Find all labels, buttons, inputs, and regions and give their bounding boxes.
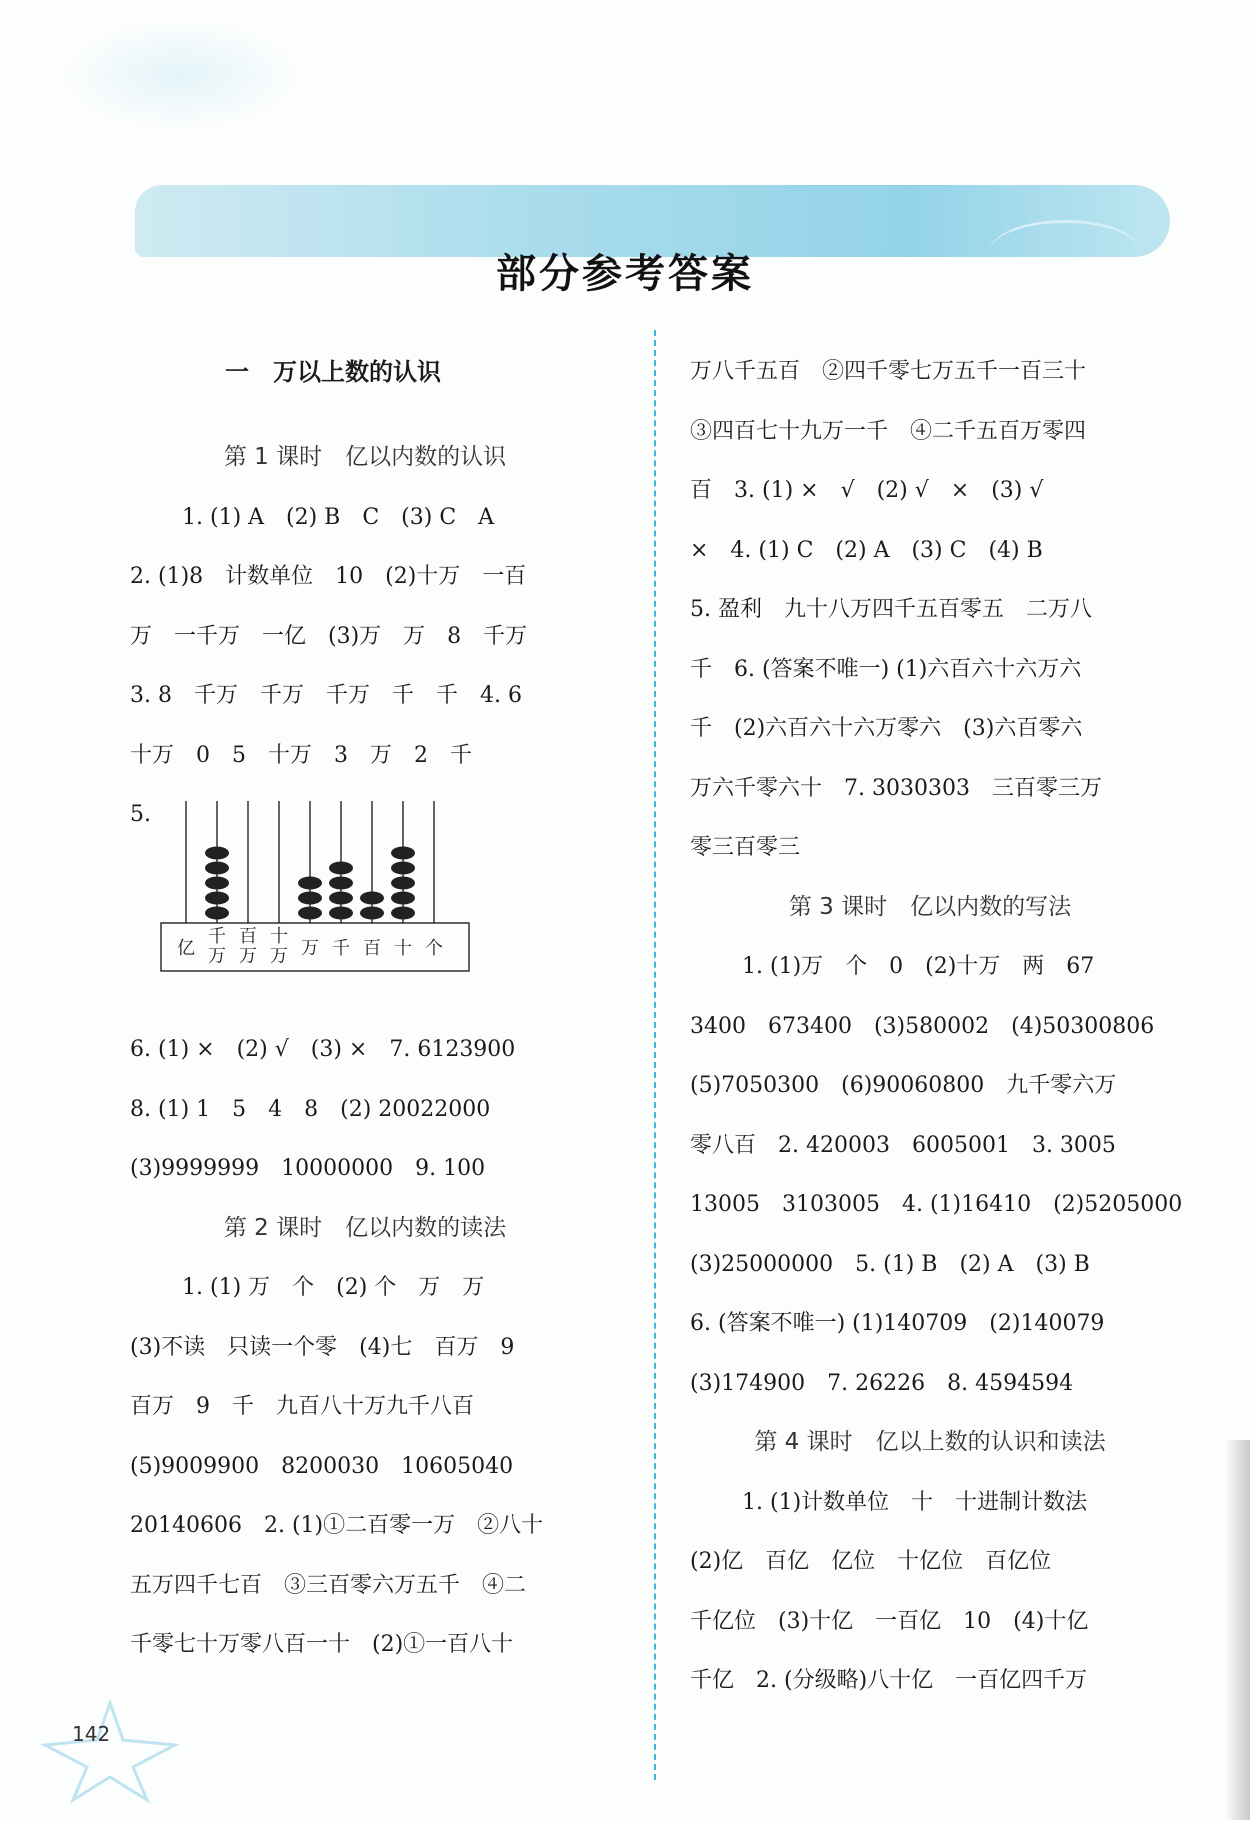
answer-line: 万六千零六十 7. 3030303 三百零三万 — [690, 775, 1102, 801]
abacus-place-label: 百万 — [239, 926, 257, 967]
unit-title: 一 万以上数的认识 — [225, 358, 441, 386]
lesson-title: 第 1 课时 亿以内数的认识 — [223, 444, 507, 470]
lesson-title: 第 4 课时 亿以上数的认识和读法 — [754, 1429, 1106, 1455]
abacus-place-label: 万 — [301, 938, 319, 959]
abacus-place-label: 千 — [332, 938, 350, 959]
abacus-bead — [329, 877, 353, 890]
answer-line: × 4. (1) C (2) A (3) C (4) B — [690, 537, 1043, 563]
abacus-bead — [205, 892, 229, 905]
answer-line: 1. (1)计数单位 十 十进制计数法 — [742, 1489, 1088, 1515]
abacus-figure — [160, 797, 470, 977]
answer-line: ③四百七十九万一千 ④二千五百万零四 — [690, 418, 1087, 444]
abacus-place-label: 十万 — [270, 926, 288, 967]
abacus-bead — [205, 847, 229, 860]
page-edge-shadow — [1225, 1440, 1250, 1820]
abacus-bead — [360, 907, 384, 920]
abacus-bead — [329, 862, 353, 875]
answer-line: 2. (1)8 计数单位 10 (2)十万 一百 — [130, 564, 527, 589]
abacus-bead — [329, 907, 353, 920]
answer-line: (5)9009900 8200030 10605040 — [130, 1453, 514, 1479]
answer-line: 千零七十万零八百一十 (2)①一百八十 — [130, 1632, 514, 1657]
answer-line: 零三百零三 — [690, 835, 801, 860]
answer-line: 万 一千万 一亿 (3)万 万 8 千万 — [130, 623, 528, 649]
answer-line: 20140606 2. (1)①二百零一万 ②八十 — [130, 1513, 544, 1538]
answer-line: 1. (1)万 个 0 (2)十万 两 67 — [742, 954, 1095, 979]
starfish-icon — [35, 1695, 185, 1805]
abacus-bead — [391, 847, 415, 860]
abacus-place-label: 千万 — [208, 926, 226, 967]
abacus-bead — [329, 892, 353, 905]
answer-line: 13005 3103005 4. (1)16410 (2)5205000 — [690, 1192, 1183, 1217]
answer-line: 千 (2)六百六十六万零六 (3)六百零六 — [690, 716, 1083, 741]
answer-line: 千亿位 (3)十亿 一百亿 10 (4)十亿 — [690, 1608, 1089, 1634]
left-column — [130, 342, 600, 1675]
answer-line: 万八千五百 ②四千零七万五千一百三十 — [690, 359, 1087, 384]
question-number: 5. — [130, 802, 151, 827]
answer-line: 3. 8 千万 千万 千万 千 千 4. 6 — [130, 683, 522, 708]
abacus-place-label: 十 — [394, 938, 412, 959]
abacus-place-label: 个 — [425, 938, 443, 959]
page-title: 部分参考答案 — [496, 251, 754, 297]
lesson-title: 第 2 课时 亿以内数的读法 — [223, 1214, 507, 1241]
answer-line: 3400 673400 (3)580002 (4)50300806 — [690, 1013, 1155, 1039]
page-number: 142 — [72, 1722, 111, 1746]
right-column — [690, 342, 1183, 1711]
abacus-bead — [391, 862, 415, 875]
abacus-bead — [205, 877, 229, 890]
abacus-bead — [205, 907, 229, 920]
answer-line: 十万 0 5 十万 3 万 2 千 — [130, 742, 472, 768]
answer-line: 百 3. (1) × √ (2) √ × (3) √ — [690, 478, 1044, 503]
abacus-place-label: 百 — [363, 938, 381, 959]
answer-line: 6. (答案不唯一) (1)140709 (2)140079 — [690, 1311, 1105, 1336]
abacus-bead — [391, 892, 415, 905]
answer-line: (3)不读 只读一个零 (4)七 百万 9 — [130, 1334, 515, 1360]
abacus-bead — [391, 877, 415, 890]
lesson-title: 第 3 课时 亿以内数的写法 — [788, 893, 1072, 920]
abacus-bead — [391, 907, 415, 920]
column-divider — [654, 330, 656, 1780]
answer-line: (5)7050300 (6)90060800 九千零六万 — [690, 1073, 1117, 1098]
answer-line: 五万四千七百 ③三百零六万五千 ④二 — [130, 1572, 527, 1598]
answer-line: 5. 盈利 九十八万四千五百零五 二万八 — [690, 597, 1092, 622]
answer-line: (2)亿 百亿 亿位 十亿位 百亿位 — [690, 1549, 1052, 1574]
answer-line: 百万 9 千 九百八十万九千八百 — [130, 1394, 474, 1419]
abacus-bead — [360, 892, 384, 905]
abacus-question — [130, 785, 600, 1020]
abacus-bead — [298, 892, 322, 905]
answer-line: 6. (1) × (2) √ (3) × 7. 6123900 — [130, 1037, 516, 1062]
corner-splash-decoration — [60, 20, 300, 130]
answer-line: (3)25000000 5. (1) B (2) A (3) B — [690, 1251, 1090, 1277]
answer-line: 1. (1) A (2) B C (3) C A — [182, 504, 495, 530]
answer-line: 1. (1) 万 个 (2) 个 万 万 — [182, 1275, 485, 1300]
answer-line: (3)174900 7. 26226 8. 4594594 — [690, 1370, 1074, 1396]
abacus-bead — [298, 877, 322, 890]
abacus-bead — [298, 907, 322, 920]
answer-line: 零八百 2. 420003 6005001 3. 3005 — [690, 1132, 1116, 1158]
answer-line: (3)9999999 10000000 9. 100 — [130, 1156, 486, 1181]
answer-line: 千亿 2. (分级略)八十亿 一百亿四千万 — [690, 1668, 1088, 1693]
answer-line: 8. (1) 1 5 4 8 (2) 20022000 — [130, 1096, 491, 1122]
abacus-place-label: 亿 — [177, 938, 195, 959]
answer-line: 千 6. (答案不唯一) (1)六百六十六万六 — [690, 656, 1082, 682]
abacus-bead — [205, 862, 229, 875]
